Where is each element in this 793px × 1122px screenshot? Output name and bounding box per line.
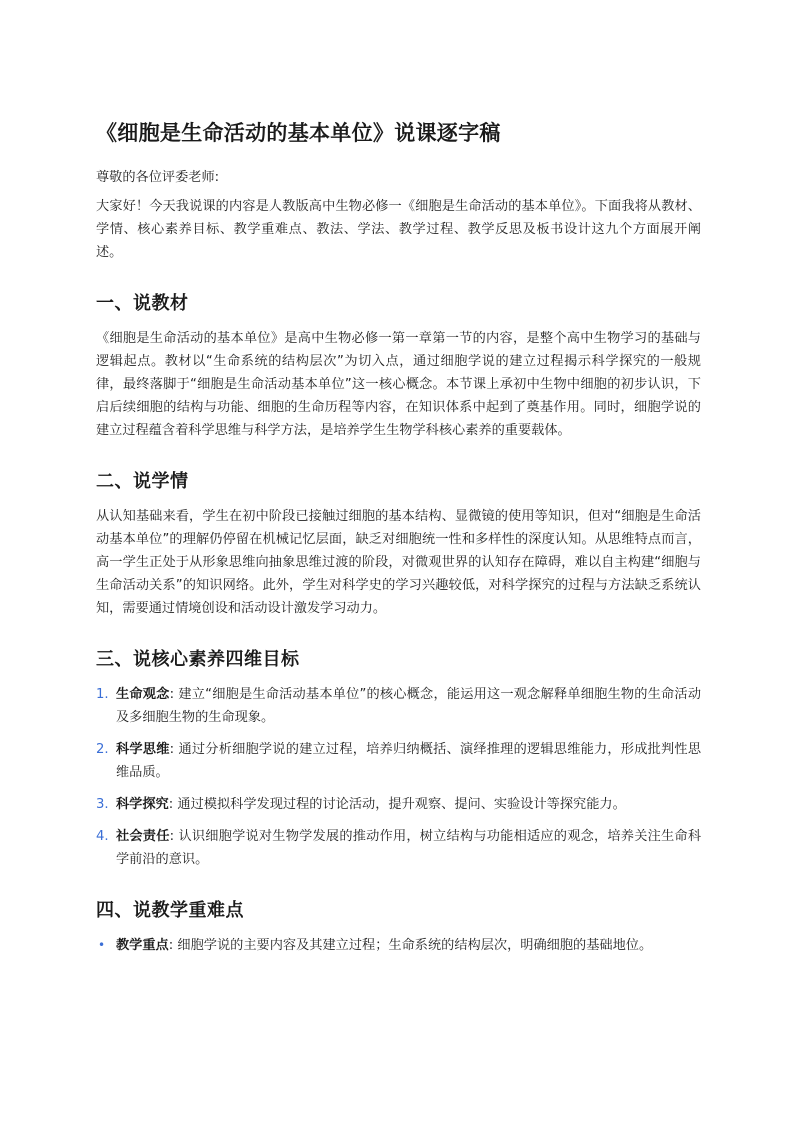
section-heading-key-points: 四、说教学重难点 <box>96 900 244 922</box>
intro-paragraph: 大家好！今天我说课的内容是人教版高中生物必修一《细胞是生命活动的基本单位》。下面我将从教材、学情、核心素养目标、教学重难点、教法、学法、教学过程、教学反思及板书设计这九个方面展开阐述。 <box>96 199 701 261</box>
item-text: 建立“细胞是生命活动基本单位”的核心概念，能运用这一观念解释单细胞生物的生命活动及多细胞生物的生命现象。 <box>116 687 702 726</box>
key-points-list <box>96 934 701 957</box>
list-item: 4. 社会责任: 认识细胞学说对生物学发展的推动作用，树立结构与功能相适应的观念，培养关注生命科学前沿的意识。 <box>96 825 701 871</box>
item-text: 通过分析细胞学说的建立过程，培养归纳概括、演绎推理的逻辑思维能力，形成批判性思维品质。 <box>116 742 702 781</box>
item-text: 细胞学说的主要内容及其建立过程；生命系统的结构层次，明确细胞的基础地位。 <box>177 938 653 954</box>
section-text-textbook: 《细胞是生命活动的基本单位》是高中生物必修一第一章第一节的内容，是整个高中生物学习的基础与逻辑起点。教材以“生命系统的结构层次”为切入点，通过细胞学说的建立过程揭示科学探究的一般规律，最终落脚于“细胞是生命活动基本单位”这一核心概念。本节课上承初中生物中细胞的初步认识，下启后续细胞的结构与功能、细胞的生命历程等内容，在知识体系中起到了奠基作用。同时，细胞学说的建立过程蕴含着科学思维与科学方法，是培养学生生物学科核心素养的重要载体。 <box>96 331 701 439</box>
item-term: 教学重点 <box>116 938 169 954</box>
list-number: 3. <box>96 797 109 813</box>
section-heading-textbook: 一、说教材 <box>96 293 189 315</box>
item-term: 生命观念 <box>116 687 170 703</box>
bullet-icon: • <box>98 938 106 953</box>
item-text: 通过模拟科学发现过程的讨论活动，提升观察、提问、实验设计等探究能力。 <box>177 797 626 813</box>
list-item: 1. 生命观念: 建立“细胞是生命活动基本单位”的核心概念，能运用这一观念解释单细胞生物的生命活动及多细胞生物的生命现象。 <box>96 683 701 729</box>
objectives-list <box>96 683 701 871</box>
section-text-students: 从认知基础来看，学生在初中阶段已接触过细胞的基本结构、显微镜的使用等知识，但对“细胞是生命活动基本单位”的理解仍停留在机械记忆层面，缺乏对细胞统一性和多样性的深度认知。从思维特点而言，高一学生正处于从形象思维向抽象思维过渡的阶段，对微观世界的认知存在障碍，难以自主构建“细胞与生命活动关系”的知识网络。此外，学生对科学史的学习兴趣较低，对科学探究的过程与方法缺乏系统认知，需要通过情境创设和活动设计激发学习动力。 <box>96 509 701 617</box>
document-title: 《细胞是生命活动的基本单位》说课逐字稿 <box>96 121 501 145</box>
item-term: 社会责任 <box>116 829 170 845</box>
list-item: • 教学重点: 细胞学说的主要内容及其建立过程；生命系统的结构层次，明确细胞的基础地位。 <box>96 934 701 957</box>
item-term: 科学探究 <box>116 797 169 813</box>
list-item: 3. 科学探究: 通过模拟科学发现过程的讨论活动，提升观察、提问、实验设计等探究能力。 <box>96 793 701 816</box>
list-number: 2. <box>96 742 109 758</box>
list-number: 4. <box>96 829 109 845</box>
item-text: 认识细胞学说对生物学发展的推动作用，树立结构与功能相适应的观念，培养关注生命科学前沿的意识。 <box>116 829 702 868</box>
section-heading-objectives: 三、说核心素养四维目标 <box>96 649 300 671</box>
item-term: 科学思维 <box>116 742 170 758</box>
list-number: 1. <box>96 687 109 703</box>
greeting: 尊敬的各位评委老师: <box>96 170 220 186</box>
list-item: 2. 科学思维: 通过分析细胞学说的建立过程，培养归纳概括、演绎推理的逻辑思维能力，形成批判性思维品质。 <box>96 738 701 784</box>
section-heading-students: 二、说学情 <box>96 471 189 493</box>
